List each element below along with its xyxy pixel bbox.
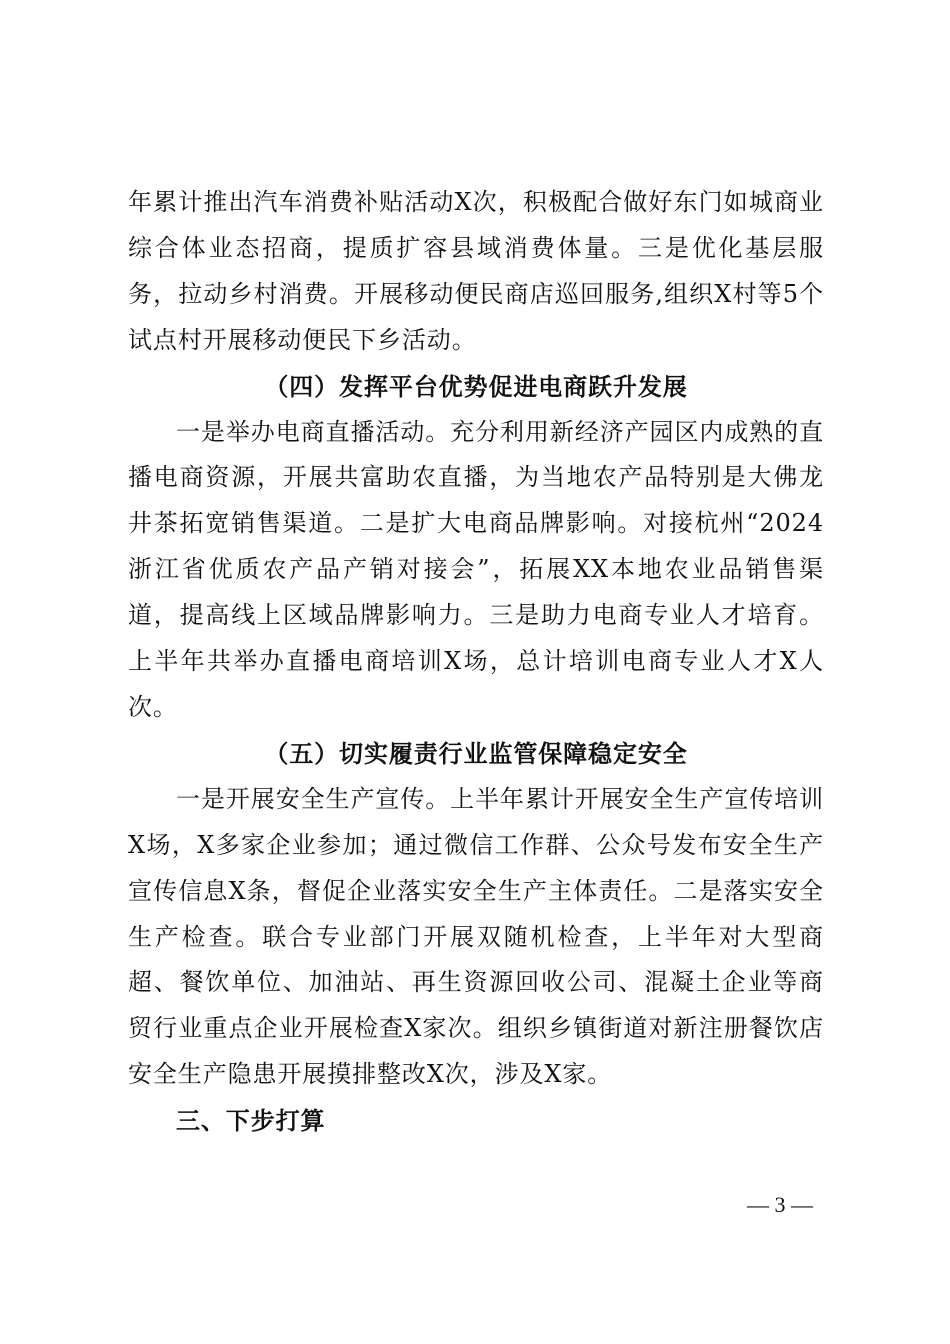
paragraph-safety-supervision: 一是开展安全生产宣传。上半年累计开展安全生产宣传培训X场，X多家企业参加；通过微信工作群、公众号发布安全生产宣传信息X条，督促企业落实安全生产主体责任。二是落实安全生产检查。联合专业部门开展双随机检查，上半年对大型商超、餐饮单位、加油站、再生资源回收公司、混凝土企业等商贸行业重点企业开展检查X家次。组织乡镇街道对新注册餐饮店安全生产隐患开展摸排整改X次，涉及X家。	[128, 784, 824, 1089]
page-number: — 3 —	[747, 1192, 813, 1217]
paragraph-ecommerce: 一是举办电商直播活动。充分利用新经济产园区内成熟的直播电商资源，开展共富助农直播，为当地农产品特别是大佛龙井茶拓宽销售渠道。二是扩大电商品牌影响。对接杭州“2024浙江省优质农产品产销对接会”，拓展XX本地农业品销售渠道，提高线上区域品牌影响力。三是助力电商专业人才培育。上半年共举办直播电商培训X场，总计培训电商专业人才X人次。	[128, 417, 824, 721]
document-body	[128, 180, 824, 1144]
subheading-safety-supervision: （五）切实履责行业监管保障稳定安全	[264, 738, 688, 768]
subheading-ecommerce: （四）发挥平台优势促进电商跃升发展	[264, 371, 688, 401]
section-heading-next-steps: 三、下步打算	[176, 1106, 326, 1136]
paragraph-consumption-continued: 年累计推出汽车消费补贴活动X次，积极配合做好东门如城商业综合体业态招商，提质扩容县域消费体量。三是优化基层服务，拉动乡村消费。开展移动便民商店巡回服务,组织X村等5个试点村开展移动便民下乡活动。	[128, 188, 824, 354]
